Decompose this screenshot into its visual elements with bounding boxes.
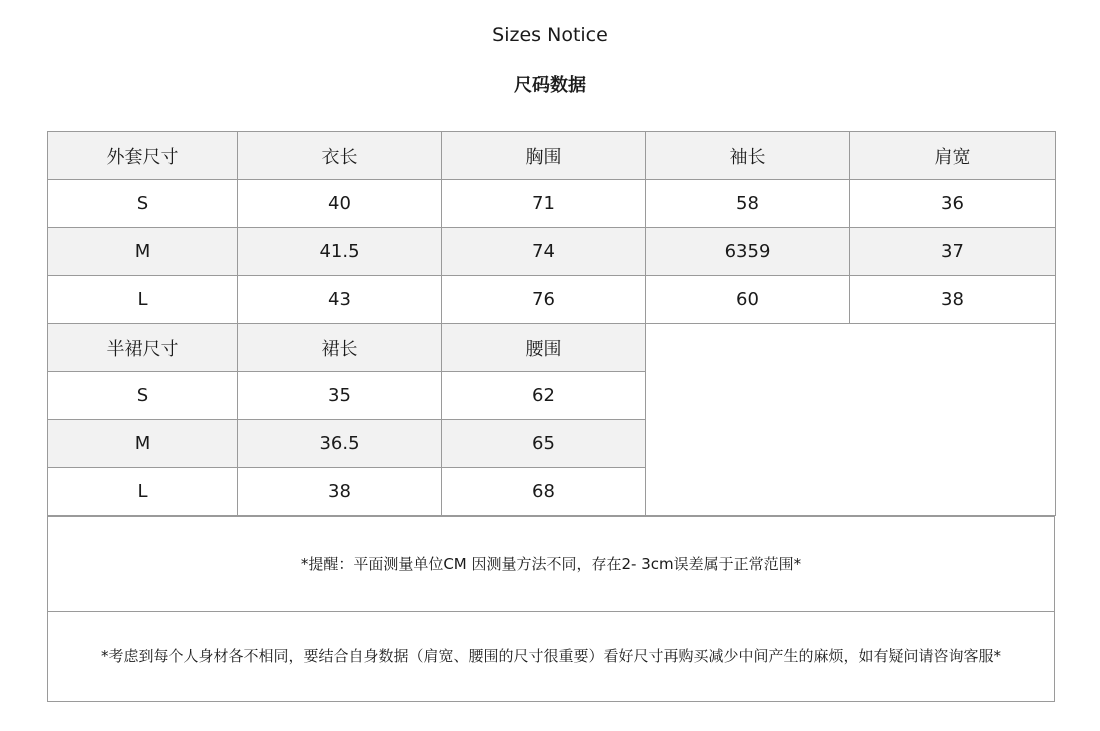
table-cell: 38 bbox=[238, 468, 442, 516]
header-cell-waist: 腰围 bbox=[442, 324, 646, 372]
table-cell: 74 bbox=[442, 228, 646, 276]
header-cell-shoulder: 肩宽 bbox=[850, 132, 1056, 180]
table-cell: 37 bbox=[850, 228, 1056, 276]
page-title: Sizes Notice bbox=[492, 24, 608, 46]
header-cell-skirt-length: 裙长 bbox=[238, 324, 442, 372]
header-cell-chest: 胸围 bbox=[442, 132, 646, 180]
table-cell: 76 bbox=[442, 276, 646, 324]
empty-area bbox=[646, 324, 1056, 516]
table-cell: 71 bbox=[442, 180, 646, 228]
table-cell: 60 bbox=[646, 276, 850, 324]
header-cell-jacket-size: 外套尺寸 bbox=[48, 132, 238, 180]
table-cell: 36 bbox=[850, 180, 1056, 228]
size-cell: M bbox=[48, 420, 238, 468]
jacket-header-row bbox=[48, 132, 1056, 180]
table-cell: 62 bbox=[442, 372, 646, 420]
header-cell-sleeve: 袖长 bbox=[646, 132, 850, 180]
page-subtitle: 尺码数据 bbox=[514, 75, 586, 96]
advice-note: *考虑到每个人身材各不相同，要结合自身数据（肩宽、腰围的尺寸很重要）看好尺寸再购买减少中间产生的麻烦，如有疑问请咨询客服* bbox=[100, 647, 1001, 665]
table-row bbox=[48, 180, 1056, 228]
notes-box bbox=[47, 516, 1055, 702]
size-cell: S bbox=[48, 180, 238, 228]
size-cell: S bbox=[48, 372, 238, 420]
table-cell: 58 bbox=[646, 180, 850, 228]
size-cell: L bbox=[48, 468, 238, 516]
table-cell: 68 bbox=[442, 468, 646, 516]
header-cell-skirt-size: 半裙尺寸 bbox=[48, 324, 238, 372]
header-cell-length: 衣长 bbox=[238, 132, 442, 180]
table-cell: 36.5 bbox=[238, 420, 442, 468]
size-cell: L bbox=[48, 276, 238, 324]
size-cell: M bbox=[48, 228, 238, 276]
table-cell: 38 bbox=[850, 276, 1056, 324]
table-cell: 65 bbox=[442, 420, 646, 468]
skirt-header-row bbox=[48, 324, 1056, 372]
size-table bbox=[47, 131, 1056, 516]
table-cell: 35 bbox=[238, 372, 442, 420]
table-row bbox=[48, 228, 1056, 276]
table-cell: 41.5 bbox=[238, 228, 442, 276]
table-cell: 6359 bbox=[646, 228, 850, 276]
reminder-note: *提醒：平面测量单位CM 因测量方法不同，存在2- 3cm误差属于正常范围* bbox=[48, 517, 1054, 612]
table-row bbox=[48, 276, 1056, 324]
table-cell: 40 bbox=[238, 180, 442, 228]
table-cell: 43 bbox=[238, 276, 442, 324]
